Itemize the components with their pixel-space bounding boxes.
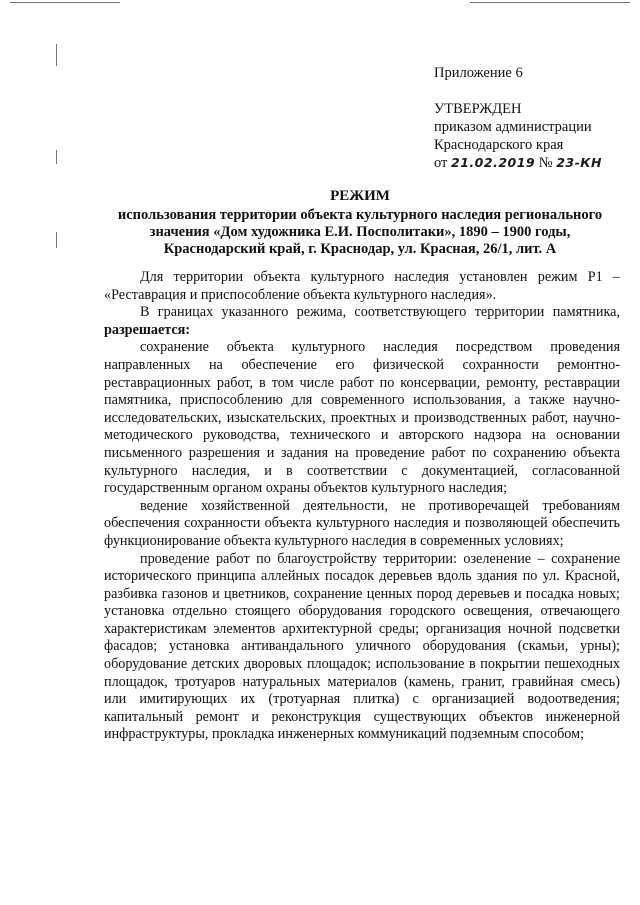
title-line3: Краснодарский край, г. Краснодар, ул. Красная, 26/1, лит. А <box>163 241 557 257</box>
scan-artifact-left-1 <box>56 44 57 66</box>
document-title <box>100 188 620 258</box>
appendix-label: Приложение 6 <box>434 65 523 81</box>
paragraph-economic-activity: ведение хозяйственной деятельности, не противоречащей требованиям обеспечения сохранности объекта культурного наследия и позволяющей обеспечить функционирование объекта культурного наследия в современных условиях; <box>104 497 620 549</box>
title-main: РЕЖИМ <box>330 188 390 204</box>
approved-by-line1: приказом администрации <box>434 119 592 135</box>
document-body <box>104 269 620 744</box>
paragraph-allowed-intro <box>104 304 620 339</box>
date-prefix: от <box>434 155 448 171</box>
allowed-intro-text: В границах указанного режима, соответствующего территории памятника, <box>140 304 620 321</box>
scan-artifact-left-2 <box>56 150 57 164</box>
title-line1: использования территории объекта культурного наследия регионального <box>117 207 603 223</box>
handwritten-date: 21.02.2019 <box>451 155 536 170</box>
approval-date-line <box>434 154 602 172</box>
number-prefix: № <box>538 155 553 171</box>
scan-artifact-left-3 <box>56 232 57 248</box>
paragraph-preservation: сохранение объекта культурного наследия посредством проведения направленных на обеспечение его физической сохранности ремонтно-реставрационных работ, в том числе работ по консервации, ремонту, реставрации памятника, приспособлению для современного использования, а также научно-исследовательских, изыскательских, проектных и производственных работ, научно-методического руководства, технического и авторского надзора на основании письменного разрешения и задания на проведение работ по сохранению объекта культурного наследия, и в соответствии с документацией, согласованной государственным органом охраны объектов культурного наследия; <box>104 339 620 497</box>
allowed-bold: разрешается: <box>104 321 191 338</box>
approved-heading: УТВЕРЖДЕН <box>434 101 522 117</box>
paragraph-regime: Для территории объекта культурного наследия установлен режим Р1 – «Реставрация и приспособление объекта культурного наследия». <box>104 269 620 303</box>
approval-block <box>434 100 602 172</box>
approved-by-line2: Краснодарского края <box>434 137 564 153</box>
scan-artifact-top-left <box>10 2 120 3</box>
scan-artifact-top-right <box>470 2 630 3</box>
paragraph-landscaping: проведение работ по благоустройству территории: озеленение – сохранение исторического принципа аллейных посадок деревьев вдоль здания по ул. Красной, разбивка газонов и цветников, сохранение ценных пород деревьев и посадка новых; установка отдельно стоящего оборудования городского освещения, отвечающего характеристикам элементов архитектурной среды; организация ночной подсветки фасадов; установка антивандального уличного оборудования (скамьи, урны); оборудование детских дворовых площадок; использование в покрытии пешеходных площадок, тротуаров натуральных материалов (камень, гранит, гравийная смесь) или имитирующих их (тротуарная плитка) с организацией водоотведения; капитальный ремонт и реконструкция существующих объектов инженерной инфраструктуры, прокладка инженерных коммуникаций подземным способом; <box>104 550 620 743</box>
title-line2: значения «Дом художника Е.И. Посполитаки», 1890 – 1900 годы, <box>149 224 571 240</box>
handwritten-number: 23-КН <box>556 155 602 170</box>
